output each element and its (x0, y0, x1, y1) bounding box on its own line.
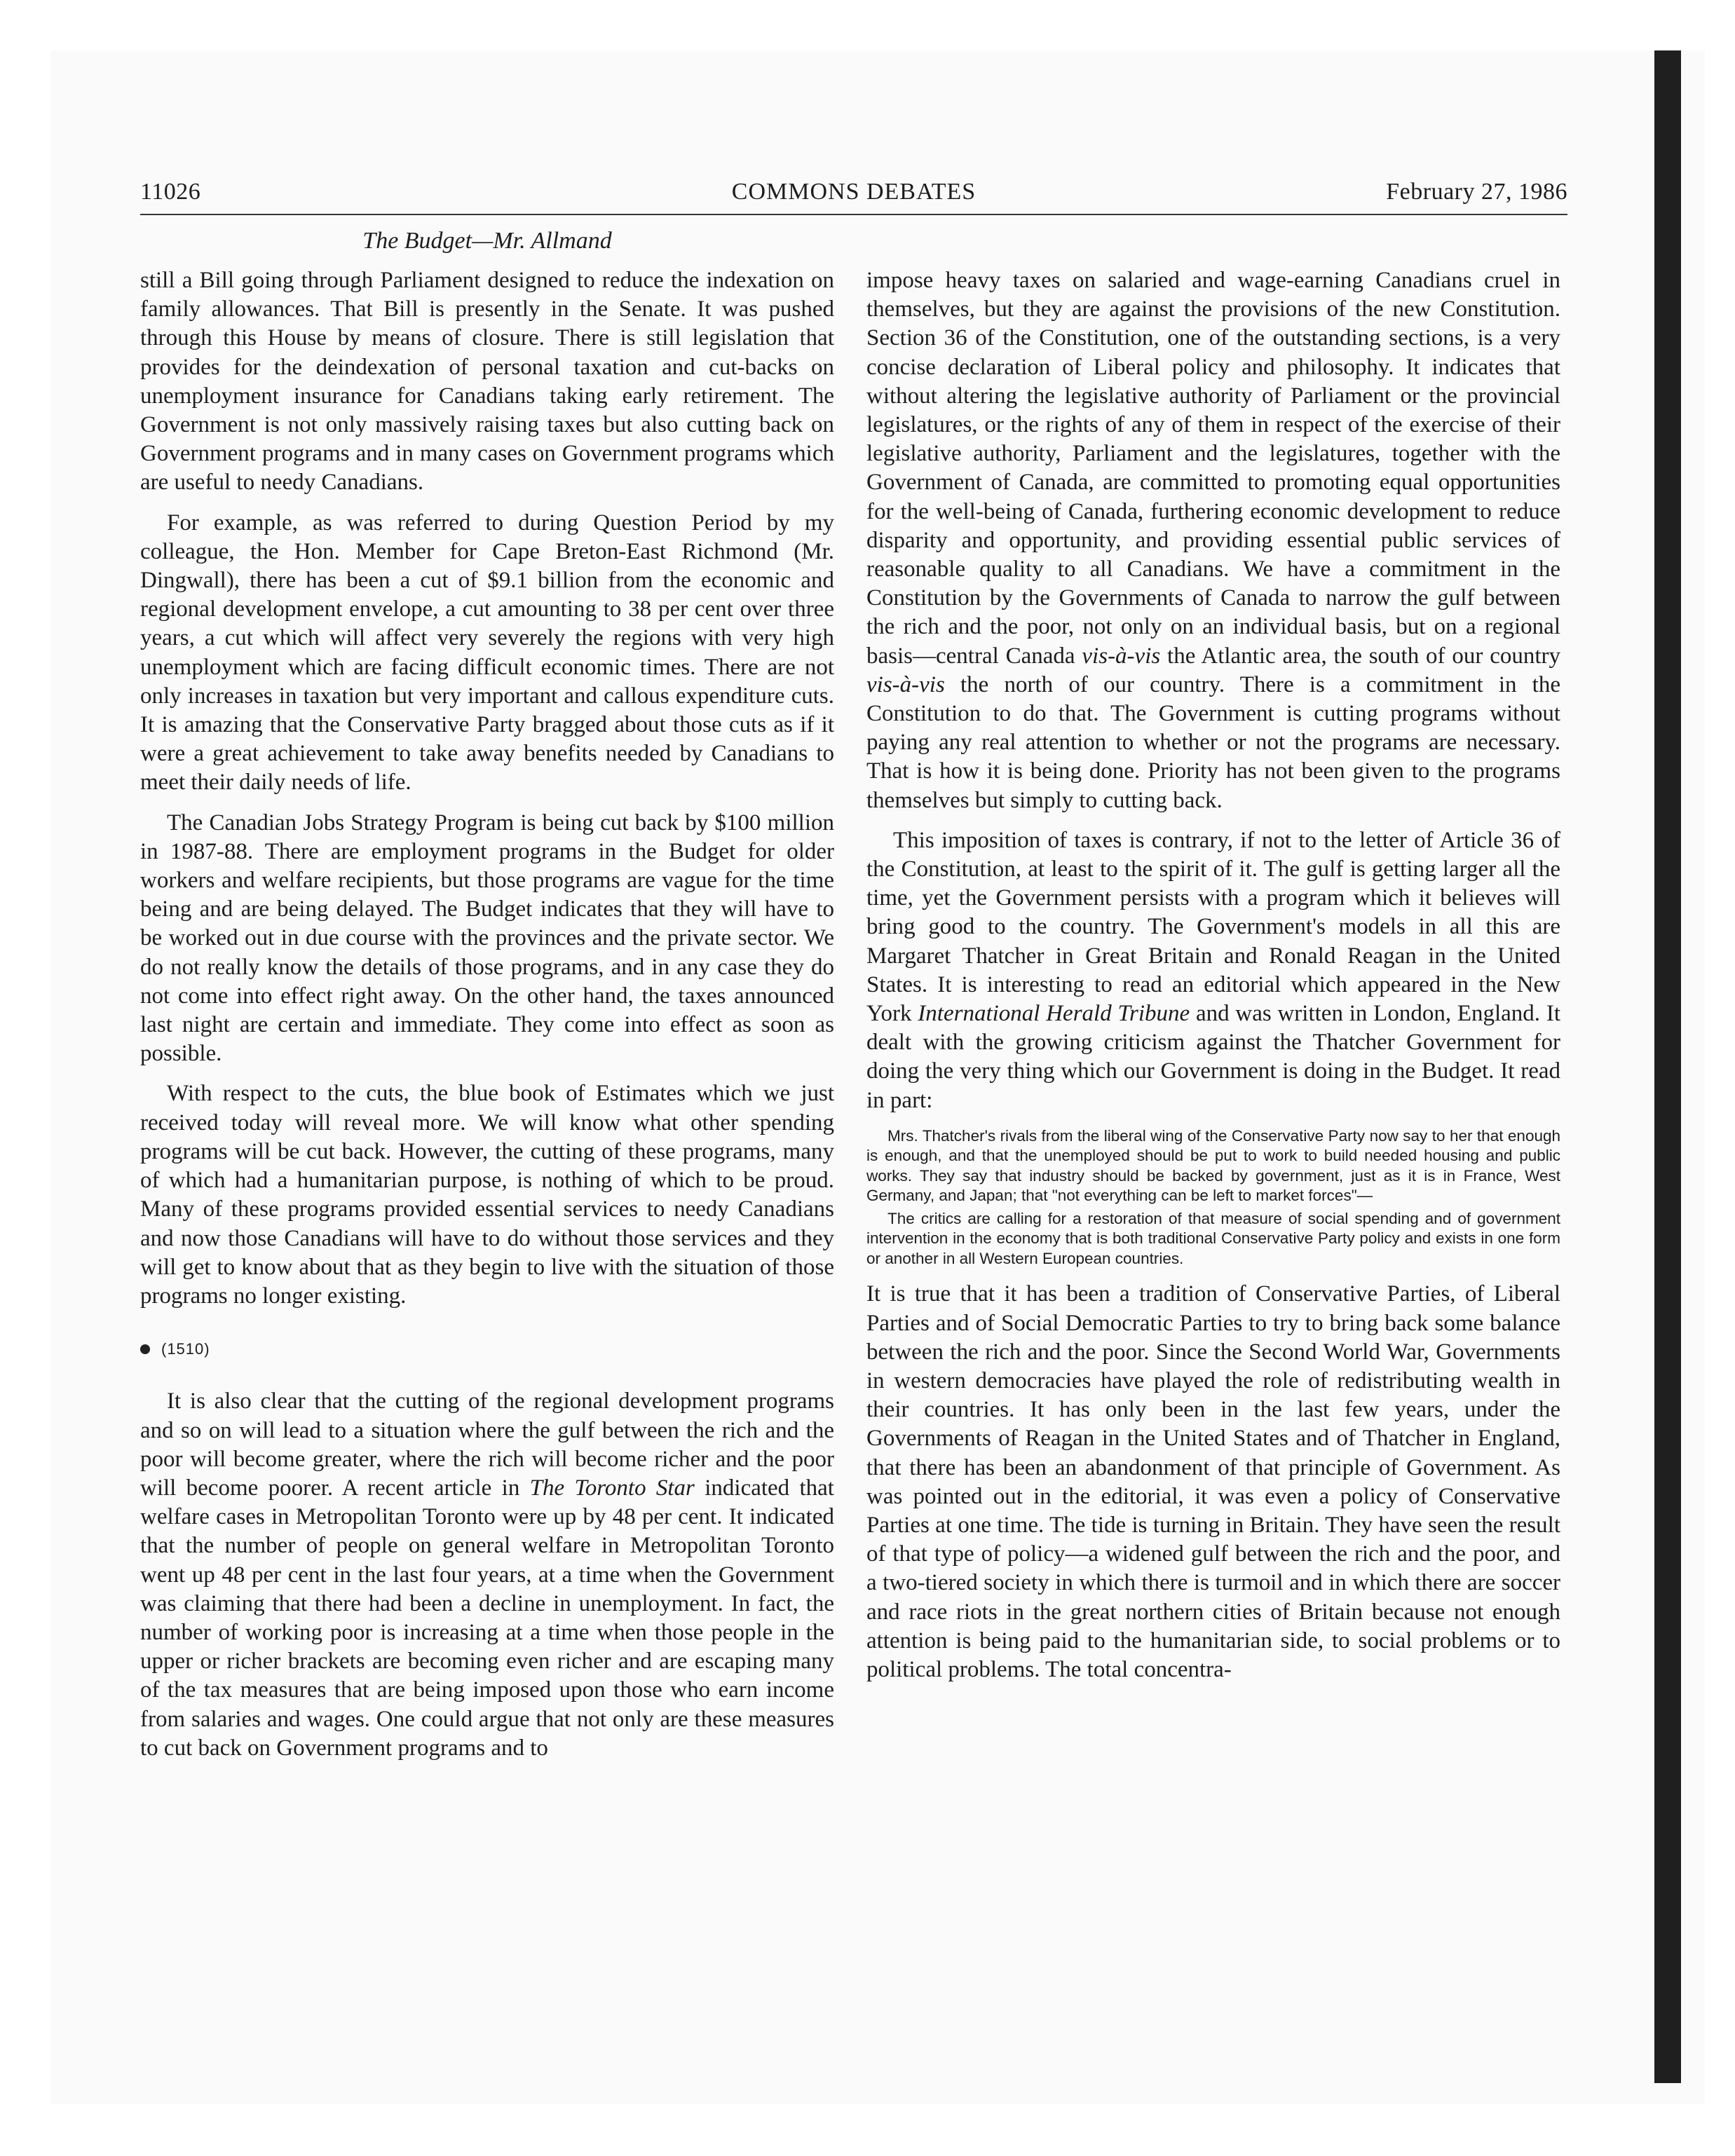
italic-title: The Toronto Star (529, 1475, 695, 1501)
running-head: The Budget—Mr. Allmand (362, 228, 612, 254)
page-number: 11026 (140, 179, 201, 205)
left-column (140, 266, 834, 1774)
text-run: It is also clear that the cutting of the regional development programs and so on will lead to a situation where the gulf between the rich and the poor will become greater, where the rich will become richer and the poor will become poorer. A recent article in (140, 1389, 834, 1501)
text-run: impose heavy taxes on salaried and wage-earning Canadians cruel in themselves, but they are against the provisions of the new Constitution. Section 36 of the Constitution, one of the outstanding sections, is a very concise declaration of Liberal policy and philosophy. It indicates that without altering the legislative authority of Parliament or the provincial legislatures, or the rights of any of them in respect of the exercise of their legislative authority, Parliament and the legislatures, together with the Government of Canada, are committed to promoting equal opportunities for the well-being of Canada, furthering economic development to reduce disparity and opportunity, and providing essential public services of reasonable quality to all Canadians. We have a commitment in the Constitution by the Governments of Canada to narrow the gulf between the rich and the poor, not only on an individual basis, but on a regional basis—central Canada (866, 268, 1560, 669)
italic-term: vis-à-vis (866, 671, 945, 697)
paragraph: For example, as was referred to during Question Period by my colleague, the Hon. Member for Cape Breton-East Richmond (Mr. Dingwall), there has been a cut of $9.1 billion from the economic and regional development envelope, a cut amounting to 38 per cent over three years, a cut which will affect very severely the regions with very high unemployment which are facing difficult economic times. There are not only increases in taxation but very important and callous expenditure cuts. It is amazing that the Conservative Party bragged about those cuts as if it were a great achievement to take away benefits needed by Canadians to meet their daily needs of life. (140, 510, 834, 796)
paragraph (866, 266, 1560, 815)
paragraph: With respect to the cuts, the blue book of Estimates which we just received today will reveal more. We will know what other spending programs will be cut back. However, the cutting of these programs, many of which had a humanitarian purpose, is nothing of which to be proud. Many of these programs provided essential services to needy Canadians and now those Canadians will have to do without those services and they will get to know about that as they begin to live with the situation of those programs no longer existing. (140, 1081, 834, 1309)
scan-edge-bar (1654, 50, 1681, 2083)
paragraph: It is true that it has been a tradition of Conservative Parties, of Liberal Parties and of Social Democratic Parties to try to bring back some balance between the rich and the poor. Since the Second World War, Governments in western democracies have played the role of redistributing wealth in their countries. It has only been in the last few years, under the Governments of Reagan in the United States and of Thatcher in England, that there has been an abandonment of that principle of Government. As was pointed out in the editorial, it was even a policy of Conservative Parties at one time. The tide is turning in Britain. They have seen the result of that type of policy—a widened gulf between the rich and the poor, and a two-tiered society in which there is turmoil and in which there are soccer and race riots in the great northern cities of Britain because not enough attention is being paid to the humanitarian side, to social problems or to political problems. The total concentra- (866, 1281, 1560, 1683)
italic-term: vis-à-vis (1082, 643, 1161, 669)
quote-paragraph: The critics are calling for a restoration of that measure of social spending and of government intervention in the economy that is both traditional Conservative Party policy and exists in one form or another in all Western European countries. (866, 1209, 1560, 1267)
publication-title: COMMONS DEBATES (731, 179, 977, 205)
text-run: the north of our country. There is a commitment in the Constitution to do that. The Government is cutting programs without paying any real attention to whether or not the programs are necessary. That is how it is being done. Priority has not been given to the programs themselves but simply to cutting back. (866, 671, 1560, 813)
text-run: the Atlantic area, the south of our country (1160, 643, 1560, 669)
paragraph (866, 826, 1560, 1115)
page-header (140, 179, 1567, 215)
paragraph: The Canadian Jobs Strategy Program is being cut back by $100 million in 1987-88. There are employment programs in the Budget for older workers and welfare recipients, but those programs are vague for the time being and are being delayed. The Budget indicates that they will have to be worked out in due course with the provinces and the private sector. We do not really know the details of those programs, and in any case they do not come into effect right away. On the other hand, the taxes announced last night are certain and immediate. They come into effect as soon as possible. (140, 810, 834, 1067)
text-run: indicated that welfare cases in Metropolitan Toronto were up by 48 per cent. It indicated that the number of people on general welfare in Metropolitan Toronto went up 48 per cent in the last four years, at a time when the Government was claiming that there had been a decline in unemployment. In fact, the number of working poor is increasing at a time when those people in the upper or richer brackets are becoming even richer and are escaping many of the tax measures that are being imposed upon those who earn income from salaries and wages. One could argue that not only are these measures to cut back on Government programs and to (140, 1475, 834, 1761)
page-date: February 27, 1986 (1386, 179, 1567, 205)
block-quote (866, 1126, 1560, 1269)
paragraph: still a Bill going through Parliament designed to reduce the indexation on family allowances. That Bill is presently in the Senate. It was pushed through this House by means of closure. There is still legislation that provides for the deindexation of personal taxation and cut-backs on unemployment insurance for Canadians taking early retirement. The Government is not only massively raising taxes but also cutting back on Government programs and in many cases on Government programs which are useful to needy Canadians. (140, 268, 834, 496)
right-column (866, 266, 1560, 1696)
paragraph (140, 1387, 834, 1763)
italic-title: International Herald Tribune (918, 1001, 1190, 1027)
time-marker-label: (1510) (161, 1340, 210, 1358)
bullet-icon (140, 1344, 150, 1354)
text-run: and was written in London, England. It dealt with the growing criticism against the Thatcher Government for doing the very thing which our Government is doing in the Budget. It read in part: (866, 1001, 1560, 1113)
time-marker (140, 1335, 834, 1363)
text-run: This imposition of taxes is contrary, if not to the letter of Article 36 of the Constitution, at least to the spirit of it. The gulf is getting larger all the time, yet the Government persists with a program which it believes will bring good to the country. The Government's models in all this are Margaret Thatcher in Great Britain and Ronald Reagan in the United States. It is interesting to read an editorial which appeared in the New York (866, 827, 1560, 1027)
quote-paragraph: Mrs. Thatcher's rivals from the liberal wing of the Conservative Party now say to her that enough is enough, and that the unemployed should be put to work to build needed housing and public works. They say that industry should be backed by government, just as it is in France, West Germany, and Japan; that "not everything can be left to market forces"— (866, 1126, 1560, 1205)
